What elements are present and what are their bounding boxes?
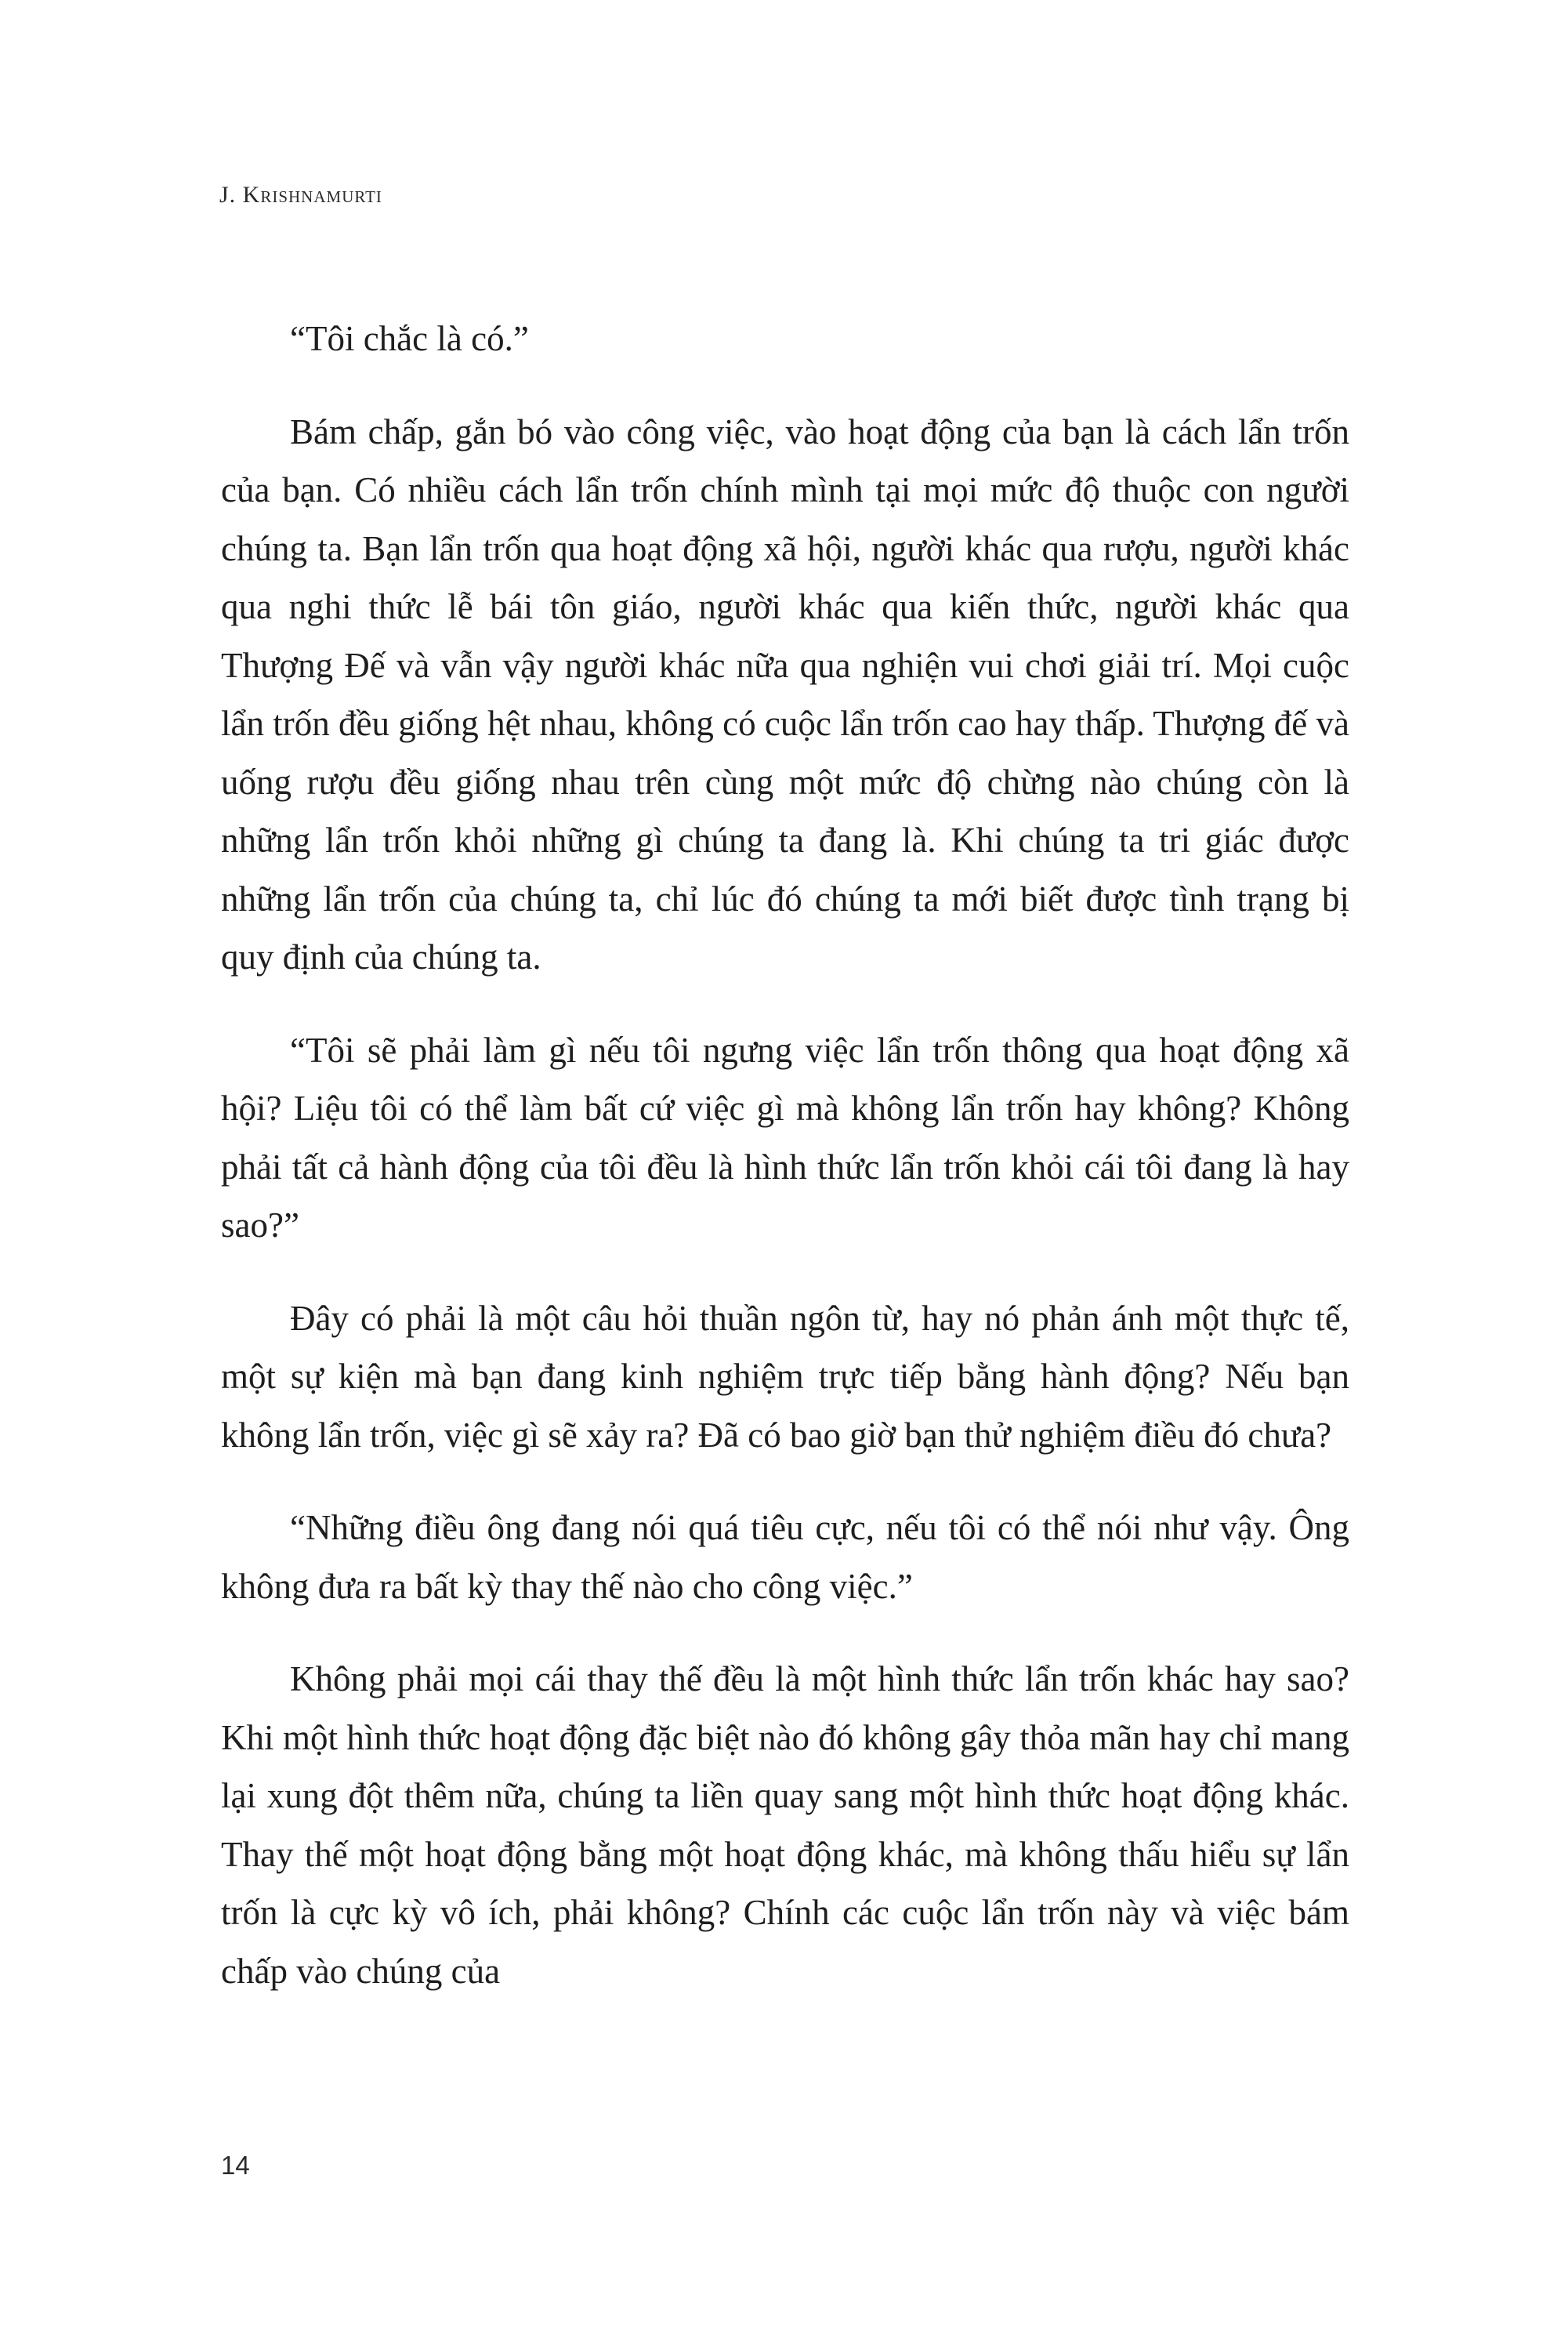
body-text [221, 310, 1349, 2035]
running-header-author: J. Krishnamurti [219, 182, 382, 208]
page-number: 14 [221, 2151, 250, 2180]
paragraph-1: “Tôi chắc là có.” [290, 319, 529, 358]
paragraph-6: Không phải mọi cái thay thế đều là một hình thức lẩn trốn khác hay sao? Khi một hình thức hoạt động đặc biệt nào đó không gây thỏa mãn hay chỉ mang lại xung đột thêm nữa, chúng ta liền quay sang một hình thức hoạt động khác. Thay thế một hoạt động bằng một hoạt động khác, mà không thấu hiểu sự lẩn trốn là cực kỳ vô ích, phải không? Chính các cuộc lẩn trốn này và việc bám chấp vào chúng của [221, 1659, 1349, 1991]
paragraph-4: Đây có phải là một câu hỏi thuần ngôn từ, hay nó phản ánh một thực tế, một sự kiện mà bạn đang kinh nghiệm trực tiếp bằng hành động? Nếu bạn không lẩn trốn, việc gì sẽ xảy ra? Đã có bao giờ bạn thử nghiệm điều đó chưa? [221, 1298, 1349, 1455]
paragraph-3: “Tôi sẽ phải làm gì nếu tôi ngưng việc lẩn trốn thông qua hoạt động xã hội? Liệu tôi có thể làm bất cứ việc gì mà không lẩn trốn hay không? Không phải tất cả hành động của tôi đều là hình thức lẩn trốn khỏi cái tôi đang là hay sao?” [221, 1030, 1349, 1245]
paragraph-5: “Những điều ông đang nói quá tiêu cực, nếu tôi có thể nói như vậy. Ông không đưa ra bất kỳ thay thế nào cho công việc.” [221, 1508, 1349, 1606]
paragraph-2: Bám chấp, gắn bó vào công việc, vào hoạt động của bạn là cách lẩn trốn của bạn. Có nhiều cách lẩn trốn chính mình tại mọi mức độ thuộc con người chúng ta. Bạn lẩn trốn qua hoạt động xã hội, người khác qua rượu, người khác qua nghi thức lễ bái tôn giáo, người khác qua kiến thức, người khác qua Thượng Đế và vẫn vậy người khác nữa qua nghiện vui chơi giải trí. Mọi cuộc lẩn trốn đều giống hệt nhau, không có cuộc lẩn trốn cao hay thấp. Thượng đế và uống rượu đều giống nhau trên cùng một mức độ chừng nào chúng còn là những lẩn trốn khỏi những gì chúng ta đang là. Khi chúng ta tri giác được những lẩn trốn của chúng ta, chỉ lúc đó chúng ta mới biết được tình trạng bị quy định của chúng ta. [221, 411, 1349, 977]
